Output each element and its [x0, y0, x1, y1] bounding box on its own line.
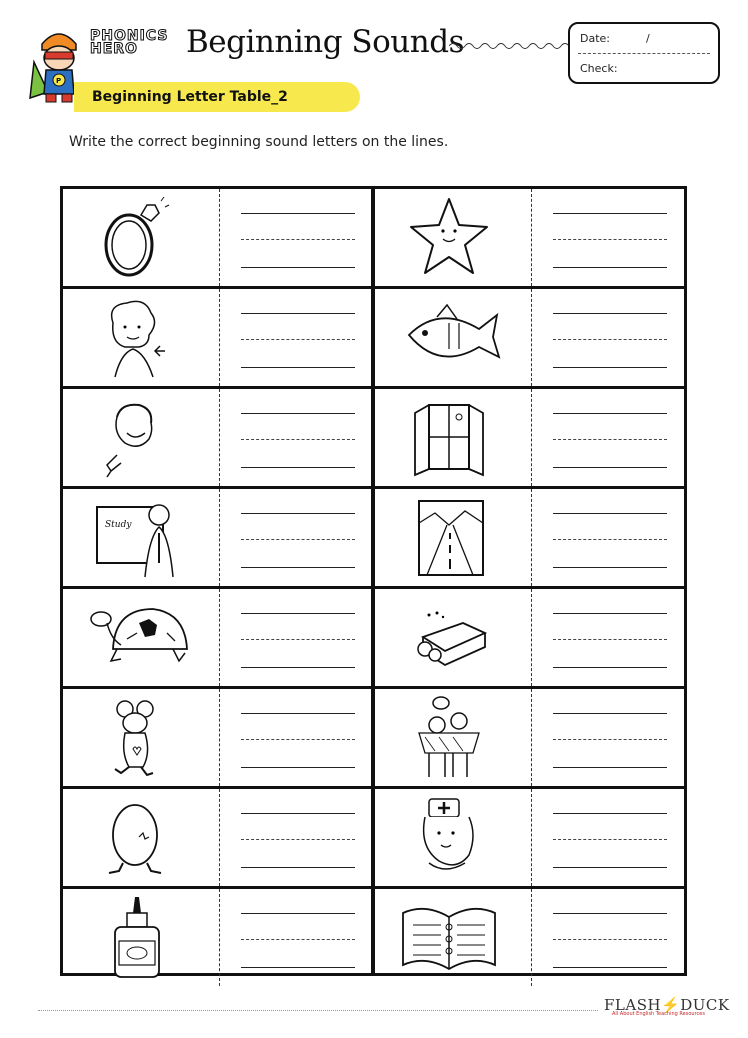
ring-icon — [77, 193, 197, 281]
teacher-icon — [77, 493, 197, 581]
table-row — [375, 389, 685, 486]
fish-icon — [389, 293, 509, 381]
table-row — [63, 189, 373, 286]
check-label: Check: — [580, 62, 618, 75]
svg-text:Study: Study — [105, 520, 132, 530]
table-row — [375, 589, 685, 686]
table-row — [63, 689, 373, 786]
table-row — [63, 789, 373, 886]
date-label: Date: — [580, 32, 610, 45]
mouse-icon — [77, 693, 197, 781]
woman-icon — [77, 293, 197, 381]
table-row — [375, 689, 685, 786]
table-row — [375, 889, 685, 986]
brand-wordmark — [90, 30, 168, 56]
logo-right: DUCK — [680, 996, 730, 1014]
date-divider — [578, 53, 710, 54]
flashduck-logo — [604, 996, 730, 1017]
star-icon — [389, 193, 509, 281]
turtle-icon — [77, 593, 197, 681]
book-icon — [389, 893, 509, 981]
table-row — [375, 489, 685, 586]
basketball-players-icon — [389, 693, 509, 781]
logo-left: FLASH — [604, 996, 662, 1014]
footer-divider — [38, 1010, 598, 1011]
table-row — [63, 489, 373, 586]
wave-decoration-icon — [449, 40, 571, 52]
logo-tagline: All About English Teaching Resources — [612, 1011, 705, 1017]
table-row — [375, 189, 685, 286]
svg-text:P: P — [56, 77, 62, 85]
table-row — [63, 289, 373, 386]
brand-line-2: HERO — [90, 41, 138, 57]
worksheet-table — [60, 186, 687, 976]
boy-smiling-icon — [77, 393, 197, 481]
bolt-icon: ⚡ — [661, 996, 681, 1014]
table-row — [375, 289, 685, 386]
nurse-icon — [389, 793, 509, 881]
table-row — [63, 589, 373, 686]
page-title: Beginning Sounds — [186, 24, 464, 60]
date-check-box — [568, 22, 720, 84]
eraser-icon — [389, 593, 509, 681]
date-slash: / — [646, 32, 650, 45]
table-row — [63, 389, 373, 486]
glue-icon — [77, 893, 197, 981]
brand-line-1: PHONICS — [90, 28, 169, 44]
table-row — [63, 889, 373, 986]
road-icon — [389, 493, 509, 581]
right-column — [375, 189, 685, 973]
egg-icon — [77, 793, 197, 881]
table-row — [375, 789, 685, 886]
window-icon — [389, 393, 509, 481]
left-column — [63, 189, 373, 973]
instruction-text: Write the correct beginning sound letters on the lines. — [69, 134, 449, 150]
subtitle-banner: Beginning Letter Table_2 — [78, 82, 360, 112]
